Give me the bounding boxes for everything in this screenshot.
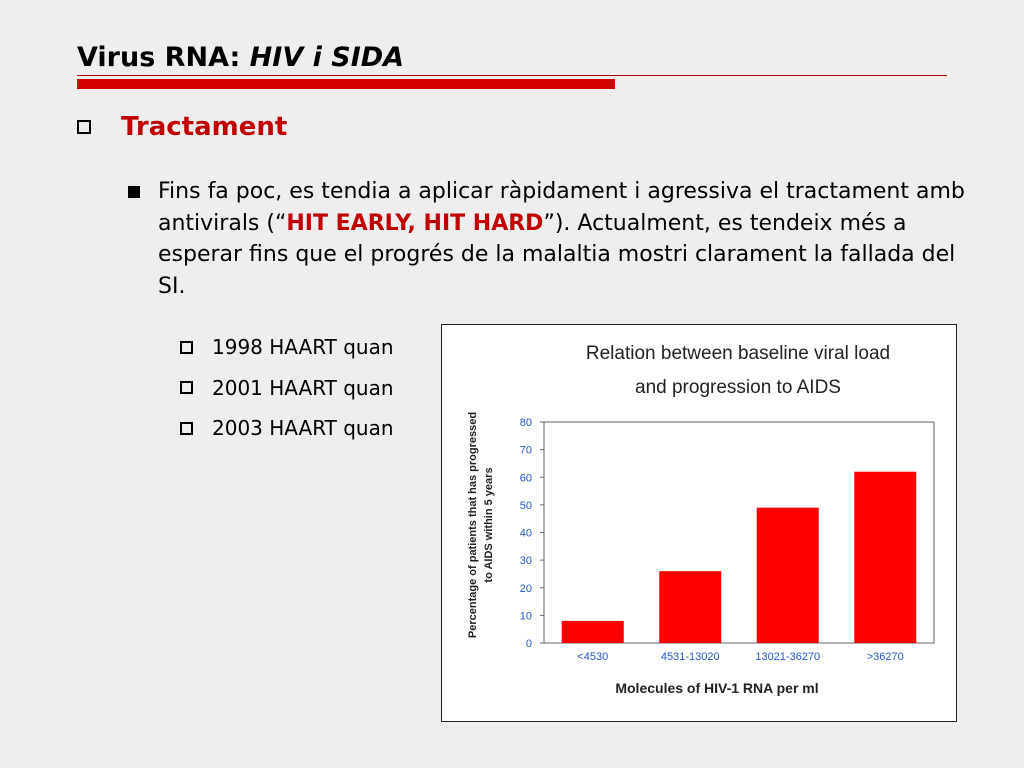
x-tick-label: <4530 — [577, 651, 609, 663]
bar — [854, 472, 916, 643]
bar-chart — [442, 325, 956, 721]
list-item-text: 2003 HAART quan — [212, 416, 394, 441]
bar — [659, 571, 721, 643]
y-tick-label: 50 — [519, 499, 532, 512]
y-tick-label: 70 — [519, 444, 532, 457]
y-tick-label: 80 — [519, 417, 532, 429]
hollow-square-bullet-icon — [77, 120, 91, 134]
slide-title-italic: HIV i SIDA — [249, 42, 405, 73]
y-axis-label-line: to AIDS within 5 years — [483, 467, 495, 583]
y-tick-label: 60 — [519, 472, 532, 485]
paragraph-after: ”). Actualment, es tendeix més a esperar fins que el progrés de la malaltia mostri clarament la fallada del SI. — [158, 210, 956, 299]
chart-panel — [441, 324, 957, 722]
paragraph-highlight: HIT EARLY, HIT HARD — [286, 210, 544, 236]
slide-title-plain: Virus RNA: — [77, 42, 250, 73]
slide-title — [77, 42, 404, 73]
list-item-text: 1998 HAART quan — [212, 335, 394, 360]
paragraph-bullet — [128, 176, 988, 302]
y-tick-label: 10 — [519, 610, 532, 623]
y-tick-label: 0 — [525, 638, 532, 650]
chart-title-line: and progression to AIDS — [635, 377, 841, 398]
y-tick-label: 20 — [519, 582, 532, 595]
paragraph-text — [158, 176, 988, 302]
list-item-text: 2001 HAART quan — [212, 375, 394, 400]
heading-bullet — [77, 112, 287, 142]
x-tick-label: 4531-13020 — [660, 651, 720, 663]
list-item — [180, 368, 394, 409]
solid-square-bullet-icon — [128, 186, 140, 198]
bar — [757, 508, 819, 643]
x-axis-label: Molecules of HIV-1 RNA per ml — [615, 680, 819, 696]
paragraph-before: Fins fa poc, es tendia a aplicar ràpidament i agressiva el tractament amb antivirals (“ — [158, 179, 965, 236]
sub-bullet-list — [180, 327, 394, 449]
list-item — [180, 408, 394, 449]
hollow-square-bullet-icon — [180, 381, 193, 394]
hollow-square-bullet-icon — [180, 422, 193, 435]
title-underline-thin — [77, 75, 947, 76]
x-tick-label: >36270 — [866, 651, 904, 663]
y-axis-label-line: Percentage of patients that has progressed — [467, 411, 479, 639]
chart-title-line: Relation between baseline viral load — [585, 343, 891, 364]
y-tick-label: 30 — [519, 555, 532, 568]
hollow-square-bullet-icon — [180, 341, 193, 354]
title-underline-thick — [77, 79, 615, 89]
bar — [562, 621, 624, 643]
heading-text: Tractament — [121, 112, 288, 142]
y-tick-label: 40 — [519, 527, 532, 540]
x-tick-label: 13021-36270 — [755, 651, 821, 663]
list-item — [180, 327, 394, 368]
